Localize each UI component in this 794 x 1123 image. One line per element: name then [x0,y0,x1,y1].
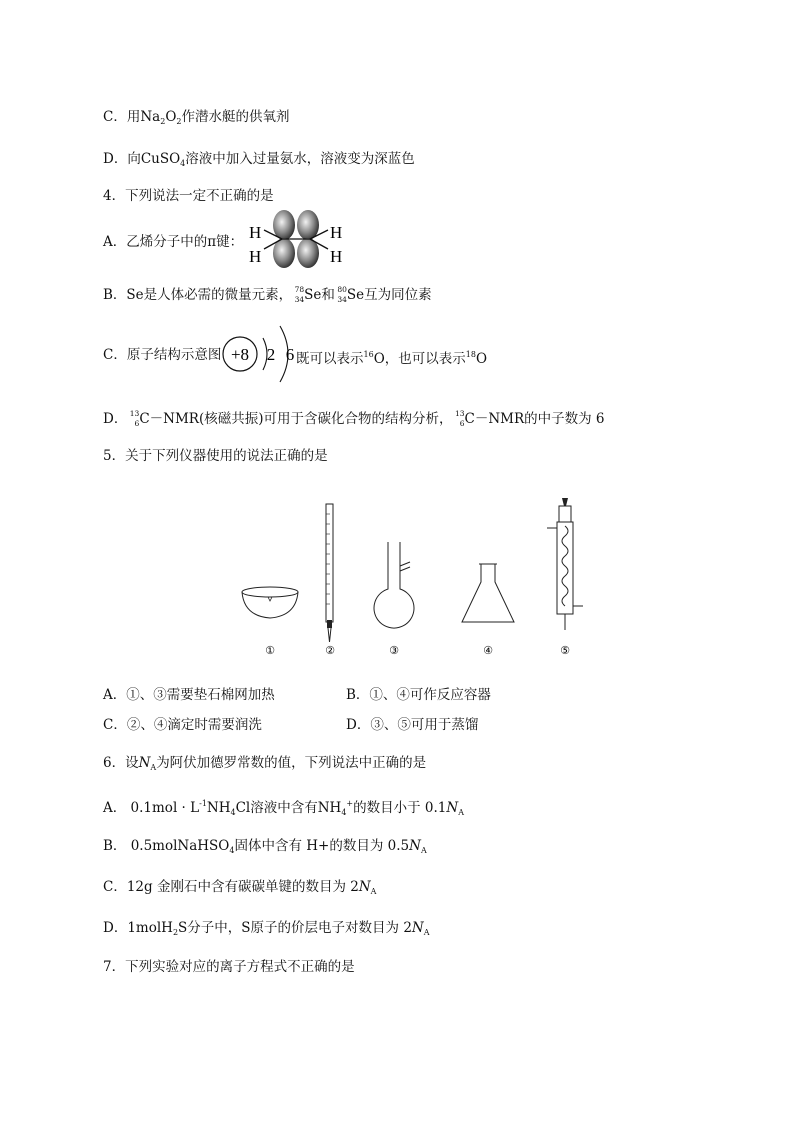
q3-option-c: C．用$Na_2O_2$作潜水艇的供氧剂 [103,109,290,126]
h-atom-label: H [249,223,262,242]
q3-option-d: D．向CuSO$_4$溶液中加入过量氨水，溶液变为深蓝色 [103,151,415,168]
apparatus-label-5: ⑤ [560,644,570,657]
condenser-icon [547,498,583,630]
q6-option-d: D．1molH$_2$S分子中，S原子的价层电子对数目为 $2N_A$ [103,920,430,937]
apparatus-label-2: ② [325,644,335,657]
q4-option-c-prefix: C．原子结构示意图 [103,347,222,363]
h-atom-label: H [330,247,343,266]
shell-1-electrons: 2 [266,345,276,364]
burette-icon [326,504,333,642]
evaporating-dish-icon [242,587,298,618]
atomic-structure-diagram [220,316,300,396]
nucleus-charge: +8 [230,345,250,364]
q5-option-c: C．②、④滴定时需要润洗 [103,717,262,733]
q4-option-a: A．乙烯分子中的π键： [103,234,244,250]
question-7-stem: 7．下列实验对应的离子方程式不正确的是 [103,959,355,975]
ethylene-pi-bond-diagram [246,208,346,270]
q5-option-d: D．③、⑤可用于蒸馏 [346,717,479,733]
question-5-stem: 5．关于下列仪器使用的说法正确的是 [103,448,328,464]
q5-option-b: B．①、④可作反应容器 [346,687,491,703]
q4-option-b: B．Se是人体必需的微量元素， 78 34 Se和 80 34 Se互为同位素 [103,285,432,304]
q6-option-b: B． 0.5molNaHSO$_4$固体中含有 H+的数目为 $0.5N_A$ [103,838,427,855]
distillation-flask-icon [374,542,414,628]
q4-option-d: D． 13 6 C－NMR(核磁共振)可用于含碳化合物的结构分析， 13 6 C－NMR的中子数为 6 [103,409,605,428]
lab-apparatus-figure [230,494,590,664]
q6-option-a: A． $0.1mol \cdot L^{-1}NH_4Cl$溶液中含有$NH_4^+$的数目小于 $0.1N_A$ [103,799,464,817]
question-4-stem: 4．下列说法一定不正确的是 [103,188,274,204]
apparatus-label-4: ④ [483,644,493,657]
q5-option-a: A．①、③需要垫石棉网加热 [103,687,275,703]
conical-flask-icon [462,564,514,622]
apparatus-label-1: ① [265,644,275,657]
question-6-stem: 6．设$N_A$为阿伏加德罗常数的值，下列说法中正确的是 [103,755,427,772]
h-atom-label: H [249,247,262,266]
h-atom-label: H [330,223,343,242]
shell-2-electrons: 6 [285,345,295,364]
apparatus-label-3: ③ [389,644,399,657]
q4-option-c-suffix: 既可以表示$^{16}$O，也可以表示$^{18}$O [296,350,488,367]
q6-option-c: C．12g 金刚石中含有碳碳单键的数目为 $2N_A$ [103,879,377,896]
